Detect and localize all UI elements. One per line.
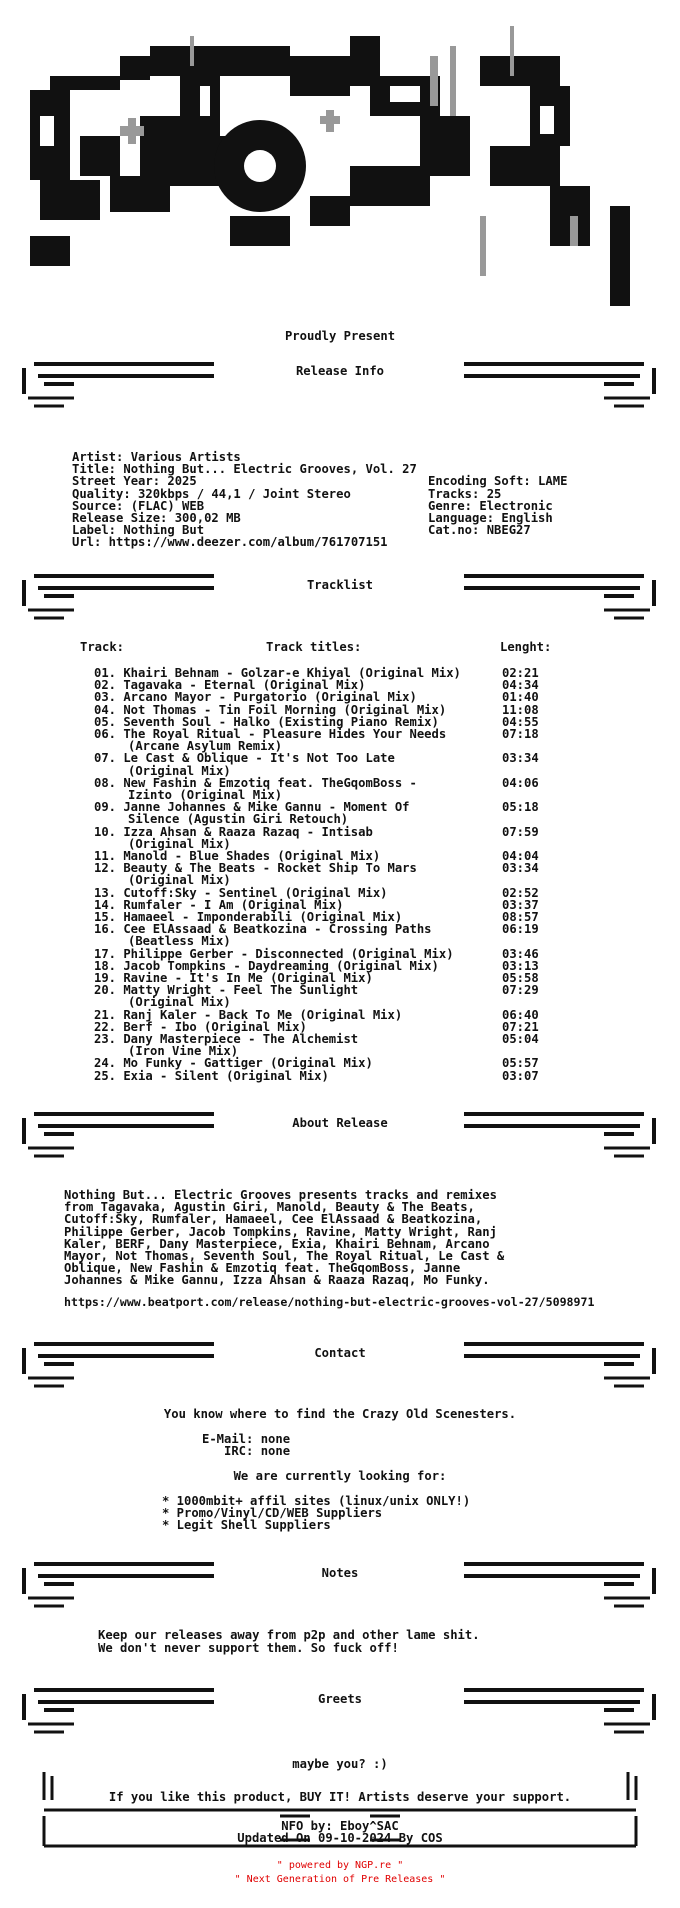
track-title: 19. Ravine - It's In Me (Original Mix): [94, 971, 373, 985]
track-length: 05:18: [502, 800, 539, 815]
track-title-continued: (Arcane Asylum Remix): [128, 739, 283, 754]
contact-item: * Promo/Vinyl/CD/WEB Suppliers: [162, 1506, 383, 1521]
next-generation-link[interactable]: " Next Generation of Pre Releases ": [234, 1874, 446, 1885]
footer-nfo: NFO by: Eboy^SAC: [281, 1819, 399, 1833]
track-length: 06:19: [502, 922, 539, 937]
track-title: 02. Tagavaka - Eternal (Original Mix): [94, 678, 366, 693]
track-title-continued: (Original Mix): [128, 873, 231, 888]
release-info-line: Tracks: 25: [428, 486, 502, 501]
track-title-continued: (Iron Vine Mix): [128, 1044, 239, 1059]
notes-line-1: Keep our releases away from p2p and other lame shit.: [98, 1628, 480, 1642]
greets-banner: [14, 1680, 664, 1742]
track-title: 04. Not Thomas - Tin Foil Morning (Original Mix): [94, 702, 447, 717]
ascii-logo: [10, 16, 650, 336]
contact-line: You know where to find the Crazy Old Scenesters.: [163, 1407, 517, 1421]
track-title: 24. Mo Funky - Gattiger (Original Mix): [94, 1056, 373, 1071]
track-length: 07:29: [502, 983, 539, 998]
contact-irc: IRC: none: [202, 1444, 291, 1458]
release-info-line: Url: https://www.deezer.com/album/761707151: [72, 535, 388, 550]
track-length: 03:34: [502, 751, 539, 766]
track-title: 20. Matty Wright - Feel The Sunlight: [94, 983, 359, 998]
track-length: 07:21: [502, 1019, 539, 1034]
release-info-line: Encoding Soft: LAME: [428, 474, 568, 489]
powered-by-link[interactable]: " powered by NGP.re ": [276, 1860, 404, 1871]
release-info-line: Cat.no: NBEG27: [428, 523, 531, 538]
contact-email: E-Mail: none: [202, 1432, 291, 1446]
section-title-about: About Release: [292, 1116, 388, 1130]
contact-item: * Legit Shell Suppliers: [162, 1518, 331, 1533]
notes-banner: [14, 1554, 664, 1616]
greets-support: If you like this product, BUY IT! Artists deserve your support.: [108, 1790, 572, 1804]
track-title-continued: Silence (Agustin Giri Retouch): [128, 812, 349, 827]
section-title-tracklist: Tracklist: [306, 578, 374, 592]
section-title-greets: Greets: [317, 1692, 363, 1706]
track-title: 16. Cee ElAssaad & Beatkozina - Crossing Paths: [94, 922, 432, 937]
track-length: 01:40: [502, 690, 539, 705]
track-length: 05:58: [502, 971, 539, 985]
track-title: 10. Izza Ahsan & Raaza Razaq - Intisab: [94, 824, 373, 839]
track-length: 03:46: [502, 946, 539, 961]
track-title: 13. Cutoff:Sky - Sentinel (Original Mix): [94, 885, 388, 900]
track-title-continued: (Original Mix): [128, 836, 231, 851]
contact-item: * 1000mbit+ affil sites (linux/unix ONLY!): [162, 1494, 471, 1508]
track-title-continued: Izinto (Original Mix): [128, 788, 283, 802]
section-title-release-info: Release Info: [295, 364, 385, 378]
track-length: 04:06: [502, 775, 539, 790]
track-title: 12. Beauty & The Beats - Rocket Ship To Mars: [94, 861, 417, 876]
track-title-continued: (Beatless Mix): [128, 934, 231, 949]
track-length: 08:57: [502, 910, 539, 924]
release-info-line: Release Size: 300,02 MB: [72, 511, 241, 525]
track-title: 23. Dany Masterpiece - The Alchemist: [94, 1032, 359, 1046]
track-length: 02:52: [502, 885, 539, 900]
release-info-line: Label: Nothing But: [72, 523, 205, 538]
release-info-line: Genre: Electronic: [428, 498, 553, 513]
about-banner: [14, 1104, 664, 1166]
track-title: 17. Philippe Gerber - Disconnected (Original Mix): [94, 946, 454, 961]
track-length: 05:04: [502, 1032, 539, 1046]
release-info-line: Language: English: [428, 511, 553, 525]
release-info-line: Street Year: 2025: [72, 474, 197, 489]
tracklist-header-titles: Track titles:: [266, 640, 362, 654]
track-title: 01. Khairi Behnam - Golzar-e Khiyal (Original Mix): [94, 666, 461, 680]
section-title-contact: Contact: [314, 1346, 366, 1360]
track-title: 11. Manold - Blue Shades (Original Mix): [94, 849, 381, 863]
greets-maybe: maybe you? :): [292, 1757, 388, 1771]
notes-line-2: We don't never support them. So fuck off!: [98, 1641, 399, 1655]
about-paragraph: Nothing But... Electric Grooves presents tracks and remixes from Tagavaka, Agustin Giri, Manold, Beauty & The Beats, Cutoff:Sky, Rumfaler, Hamaeel, Cee ElAssaad & Beatkozina, Philippe Gerber, Jacob Tompkins, Ravine, Matty Wright, Ranj Kaler, BERF, Dany Masterpiece, Exia, Khairi Behnam, Arcano Mayor, Not Thomas, Seventh Soul, The Royal Ritual, Le Cast & Oblique, New Fashin & Emzotiq feat. TheGqomBoss, Janne Johannes & Mike Gannu, Izza Ahsan & Raaza Razaq, Mo Funky.: [64, 1188, 505, 1288]
track-length: 02:21: [502, 666, 539, 680]
track-length: 03:07: [502, 1068, 539, 1083]
tracklist-header-track: Track:: [80, 640, 125, 654]
track-length: 04:55: [502, 714, 539, 729]
track-title: 07. Le Cast & Oblique - It's Not Too Late: [94, 751, 395, 766]
track-title: 18. Jacob Tompkins - Daydreaming (Original Mix): [94, 958, 439, 973]
proudly-present: Proudly Present: [284, 329, 396, 343]
release-info-line: Source: (FLAC) WEB: [72, 498, 205, 513]
contact-banner: [14, 1334, 664, 1396]
track-length: 07:59: [502, 824, 539, 839]
track-length: 04:04: [502, 849, 539, 863]
track-length: 04:34: [502, 678, 539, 693]
track-title-continued: (Original Mix): [128, 763, 231, 778]
footer-updated: Updated On 09-10-2024 By COS: [237, 1831, 443, 1845]
release-info-line: Quality: 320kbps / 44,1 / Joint Stereo: [72, 486, 351, 501]
track-title: 22. Berf - Ibo (Original Mix): [94, 1019, 307, 1034]
track-title: 21. Ranj Kaler - Back To Me (Original Mix): [94, 1007, 403, 1022]
track-title: 06. The Royal Ritual - Pleasure Hides Your Needs: [94, 727, 447, 741]
track-title: 09. Janne Johannes & Mike Gannu - Moment Of: [94, 800, 410, 815]
track-length: 11:08: [502, 702, 539, 717]
tracklist-header-length: Lenght:: [500, 640, 552, 654]
track-title: 08. New Fashin & Emzotiq feat. TheGqomBoss -: [94, 775, 417, 790]
section-title-notes: Notes: [321, 1566, 359, 1580]
release-info-line: Title: Nothing But... Electric Grooves, Vol. 27: [72, 462, 417, 477]
tracklist-banner: [14, 566, 664, 628]
track-title: 05. Seventh Soul - Halko (Existing Piano Remix): [94, 714, 439, 729]
contact-looking: We are currently looking for:: [233, 1469, 447, 1483]
track-title: 25. Exia - Silent (Original Mix): [94, 1068, 329, 1083]
track-title: 14. Rumfaler - I Am (Original Mix): [94, 897, 344, 912]
release-info-line: Artist: Various Artists: [72, 450, 241, 464]
about-link[interactable]: https://www.beatport.com/release/nothing-but-electric-grooves-vol-27/5098971: [64, 1295, 595, 1309]
track-length: 03:37: [502, 897, 539, 912]
track-length: 03:34: [502, 861, 539, 876]
track-length: 07:18: [502, 727, 539, 741]
track-title: 15. Hamaeel - Imponderabili (Original Mix): [94, 910, 403, 924]
track-length: 03:13: [502, 958, 539, 973]
track-title-continued: (Original Mix): [128, 995, 231, 1010]
track-length: 06:40: [502, 1007, 539, 1022]
track-length: 05:57: [502, 1056, 539, 1071]
track-title: 03. Arcano Mayor - Purgatorio (Original Mix): [94, 690, 417, 705]
